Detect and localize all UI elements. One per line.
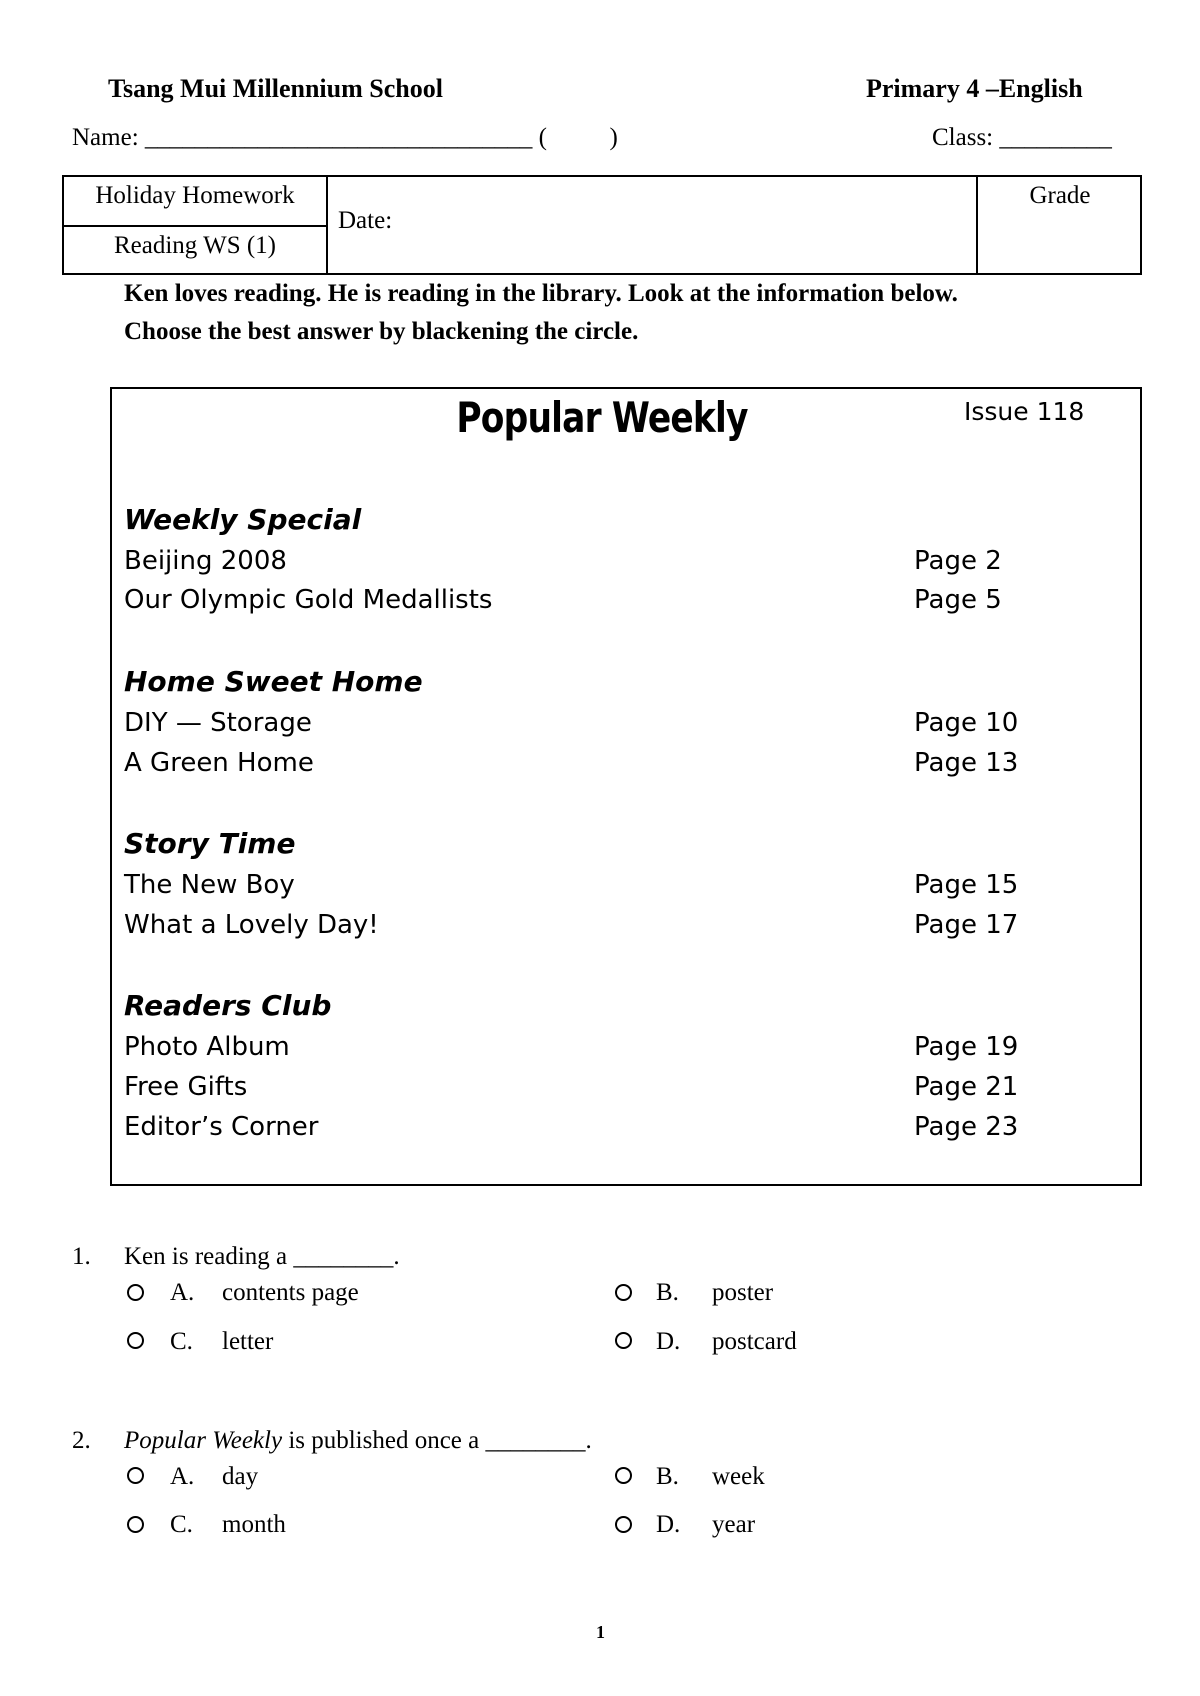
holiday-homework-cell: Holiday Homework — [64, 177, 326, 227]
name-field[interactable]: Name: _______________________________ ( ) — [72, 124, 618, 151]
instruction-line-1: Ken loves reading. He is reading in the library. Look at the information below. — [124, 280, 958, 307]
option-letter: D. — [656, 1511, 681, 1538]
toc-item-page: Page 15 — [914, 870, 1019, 900]
question-2-stem-rest: is published once a ________. — [282, 1427, 592, 1454]
worksheet-cell: Reading WS (1) — [113, 232, 276, 259]
magazine-issue: Issue 118 — [964, 397, 1085, 426]
option-text: day — [222, 1463, 259, 1490]
magazine-title: Popular Weekly — [456, 393, 748, 442]
option-letter: C. — [170, 1511, 193, 1538]
option-letter: A. — [170, 1279, 195, 1306]
magazine-name-italic: Popular Weekly — [124, 1427, 283, 1454]
option-text: letter — [222, 1328, 274, 1355]
option-text: contents page — [222, 1279, 359, 1306]
option-text: poster — [712, 1279, 774, 1306]
info-table-left-column — [64, 177, 328, 273]
info-table — [62, 175, 1142, 275]
toc-item-page: Page 10 — [914, 708, 1019, 738]
subject-label: Primary 4 –English — [866, 74, 1083, 103]
option-letter: D. — [656, 1328, 681, 1355]
grade-cell: Grade — [976, 177, 1142, 273]
section-heading-home-sweet-home: Home Sweet Home — [124, 665, 423, 698]
answer-circle-2d[interactable] — [615, 1516, 632, 1533]
option-letter: B. — [656, 1279, 679, 1306]
question-number: 1. — [72, 1243, 91, 1270]
section-heading-readers-club: Readers Club — [124, 989, 332, 1022]
toc-item-title: A Green Home — [124, 748, 314, 778]
answer-circle-1d[interactable] — [615, 1332, 632, 1349]
question-number: 2. — [72, 1427, 91, 1454]
toc-item-title: The New Boy — [124, 870, 295, 900]
option-letter: B. — [656, 1463, 679, 1490]
date-label[interactable]: Date: — [338, 207, 393, 234]
question-2-stem — [124, 1427, 592, 1455]
question-1-stem: Ken is reading a ________. — [124, 1243, 400, 1270]
answer-circle-2c[interactable] — [127, 1516, 144, 1533]
option-text: month — [222, 1511, 286, 1538]
option-text: week — [712, 1463, 765, 1490]
answer-circle-1a[interactable] — [127, 1284, 144, 1301]
option-letter: A. — [170, 1463, 195, 1490]
option-text: year — [712, 1511, 756, 1538]
toc-item-page: Page 23 — [914, 1112, 1019, 1142]
option-letter: C. — [170, 1328, 193, 1355]
section-heading-story-time: Story Time — [124, 827, 296, 860]
toc-item-page: Page 21 — [914, 1072, 1019, 1102]
toc-item-title: Beijing 2008 — [124, 546, 287, 576]
toc-item-page: Page 17 — [914, 910, 1019, 940]
class-field[interactable]: Class: _________ — [932, 124, 1112, 151]
toc-item-title: Free Gifts — [124, 1072, 248, 1102]
toc-item-title: Our Olympic Gold Medallists — [124, 585, 493, 615]
toc-item-page: Page 13 — [914, 748, 1019, 778]
instruction-line-2: Choose the best answer by blackening the circle. — [124, 318, 639, 345]
answer-circle-2a[interactable] — [127, 1467, 144, 1484]
toc-item-page: Page 19 — [914, 1032, 1019, 1062]
answer-circle-2b[interactable] — [615, 1467, 632, 1484]
toc-item-title: What a Lovely Day! — [124, 910, 379, 940]
page-number: 1 — [596, 1622, 605, 1642]
answer-circle-1c[interactable] — [127, 1332, 144, 1349]
toc-item-title: Photo Album — [124, 1032, 290, 1062]
section-heading-weekly-special: Weekly Special — [124, 503, 362, 536]
toc-item-title: Editor’s Corner — [124, 1112, 319, 1142]
school-name: Tsang Mui Millennium School — [108, 74, 443, 103]
answer-circle-1b[interactable] — [615, 1284, 632, 1301]
toc-item-page: Page 2 — [914, 546, 1002, 576]
toc-item-page: Page 5 — [914, 585, 1002, 615]
magazine-contents-box — [110, 387, 1142, 1186]
option-text: postcard — [712, 1328, 797, 1355]
toc-item-title: DIY — Storage — [124, 708, 312, 738]
